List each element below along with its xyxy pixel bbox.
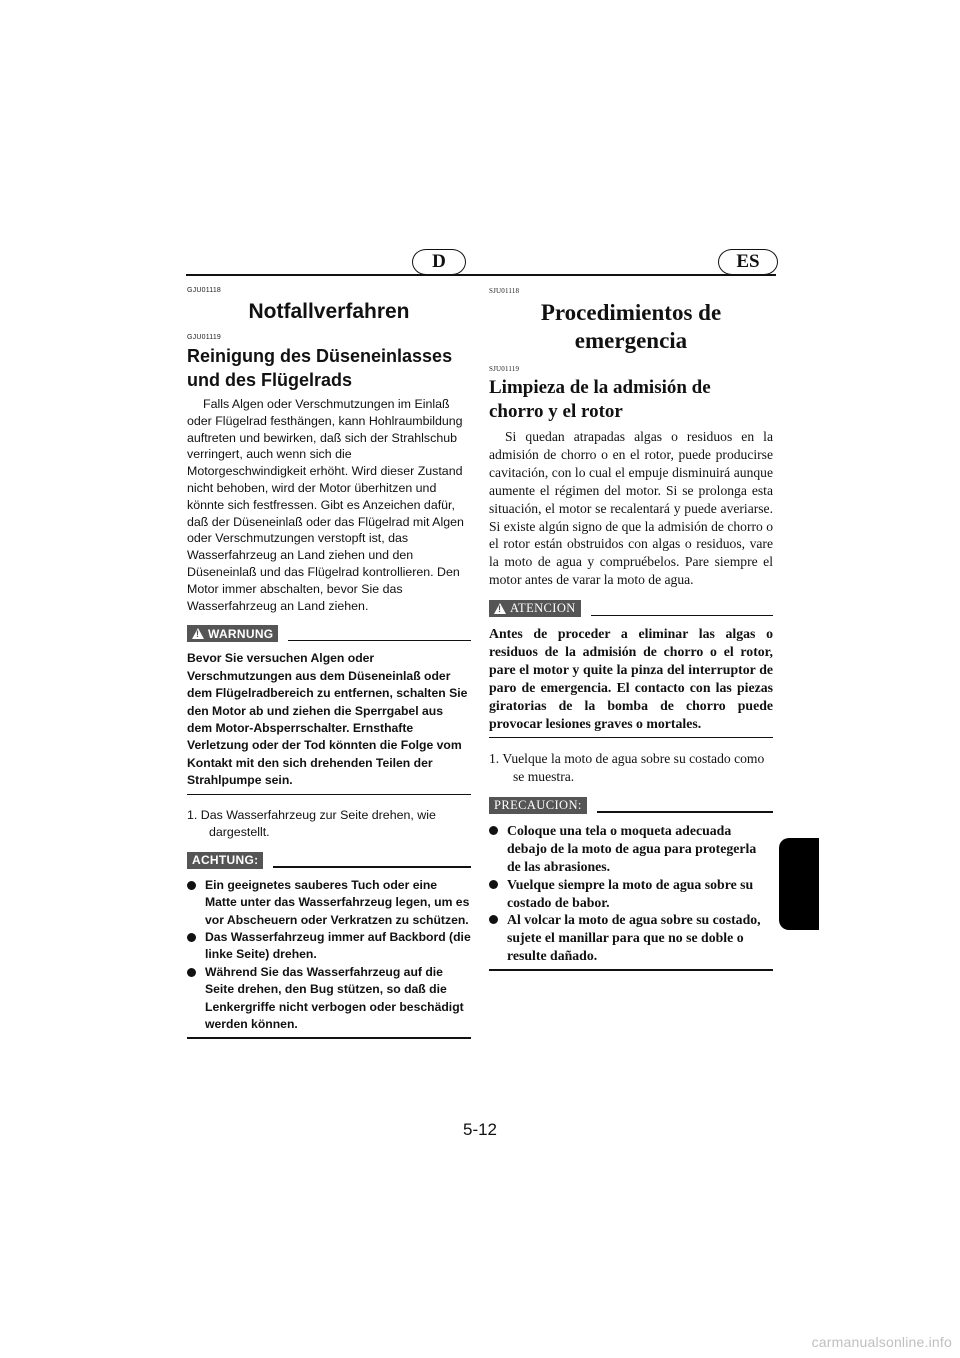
warning-header [187,624,471,642]
caution-label: ACHTUNG: [187,852,263,869]
bullet-icon [489,826,498,835]
warning-triangle-icon [192,628,204,639]
caution-list [187,877,471,1034]
list-item: Al volcar la moto de agua sobre su costado, sujete el manillar para que no se doble o resulte dañado. [489,911,773,965]
list-item: Coloque una tela o moqueta adecuada debajo de la moto de agua para protegerla de las abrasiones. [489,822,773,876]
caution-end-rule [187,1037,471,1039]
intro-paragraph: Falls Algen oder Verschmutzungen im Einlaß oder Flügelrad festhängen, kann Hohlraumbildung auftreten und bewirken, daß sich der Strahlschub verringert, auch wenn sich die Motorgeschwindigkeit erhöht. Wird dieser Zustand nicht behoben, wird der Motor überhitzen und könnte sich festfressen. Gibt es Anzeichen dafür, daß der Düseneinlaß oder das Flügelrad mit Algen oder Verschmutzungen verstopft ist, das Wasserfahrzeug an Land ziehen und den Düseneinlaß und das Flügelrad kontrollieren. Den Motor immer abschalten, bevor Sie das Wasserfahrzeug an Land ziehen. [187,397,464,613]
subsection-title-line2: und des Flügelrads [187,370,353,390]
intro-paragraph: Si quedan atrapadas algas o residuos en la admisión de chorro o en el rotor, puede producirse cavitación, con lo cual el empuje disminuirá aunque aumente el régimen del motor. Si se prolonga esta situación, el motor se recalentará y puede averiarse. Si existe algún signo de que la admisión de chorro o el rotor están obstruidos con algas o residuos, vare la moto de agua y compruébelos. Pare siempre el motor antes de varar la moto de agua. [489,429,773,588]
section-title-line2: emergencia [574,328,688,353]
caution-header [489,796,773,814]
spanish-column [489,287,773,971]
section-code: SJU01118 [489,287,520,295]
warning-end-rule [187,794,471,796]
warning-label-text: WARNUNG [208,626,274,641]
caution-rule [597,811,773,813]
subsection-title [187,344,471,392]
caution-end-rule [489,969,773,971]
warning-label-text: ATENCION [510,601,576,616]
warning-text: Bevor Sie versuchen Algen oder Verschmutzungen aus dem Düseneinlaß oder dem Flügelradbereich zu entfernen, schalten Sie den Motor ab und ziehen die Sperrgabel aus dem Motor-Absperrschalter. Ernsthafte Verletzung oder der Tod könnten die Folge vom Kontakt mit den sich drehenden Teilen der Strahlpumpe sein. [187,651,468,788]
section-title-line1: Procedimientos de [540,300,722,325]
step-1: 1. Vuelque la moto de agua sobre su costado como se muestra. [489,751,765,784]
caution-list [489,822,773,965]
list-item: Das Wasserfahrzeug immer auf Backbord (die linke Seite) drehen. [187,929,471,964]
warning-rule [591,615,773,617]
german-column [187,287,471,1039]
page-number: 5-12 [462,1120,498,1139]
bullet-icon [187,933,196,942]
warning-header [489,599,773,617]
list-item: Ein geeignetes sauberes Tuch oder eine Matte unter das Wasserfahrzeug legen, um es vor Abscheuern oder Verkratzen zu schützen. [187,877,471,929]
subsection-code: GJU01119 [187,334,222,341]
section-title [489,299,773,355]
watermark: carmanualsonline.info [811,1334,952,1350]
caution-header [187,851,471,869]
bullet-icon [187,881,196,890]
warning-label [187,625,278,642]
subsection-title-line1: Limpieza de la admisión de [489,377,711,398]
section-title: Notfallverfahren [248,300,410,323]
bullet-icon [187,968,196,977]
header-rule [186,274,776,276]
step-1: 1. Das Wasserfahrzeug zur Seite drehen, wie dargestellt. [187,808,436,839]
section-code: GJU01118 [187,287,222,294]
subsection-title-line1: Reinigung des Düseneinlasses [187,346,453,366]
caution-label: PRECAUCION: [489,797,587,814]
warning-end-rule [489,737,773,739]
bullet-icon [489,880,498,889]
language-badge-spanish: ES [718,249,778,275]
list-item: Vuelque siempre la moto de agua sobre su costado de babor. [489,876,773,912]
subsection-title-line2: chorro y el rotor [489,401,623,422]
subsection-title [489,376,773,424]
language-badge-german: D [412,249,466,275]
list-item: Während Sie das Wasserfahrzeug auf die Seite drehen, den Bug stützen, so daß die Lenkergriffe nicht verbogen oder beschädigt werden können. [187,964,471,1034]
subsection-code: SJU01119 [489,365,520,373]
caution-rule [273,866,471,868]
chapter-tab [779,838,819,930]
warning-label [489,600,581,617]
warning-triangle-icon [494,603,506,614]
warning-rule [288,640,471,642]
bullet-icon [489,915,498,924]
warning-text: Antes de proceder a eliminar las algas o residuos de la admisión de chorro o el rotor, pare el motor y quite la pinza del interruptor de paro de emergencia. El contacto con las piezas giratorias de la bomba de chorro puede provocar lesiones graves o mortales. [489,626,773,731]
